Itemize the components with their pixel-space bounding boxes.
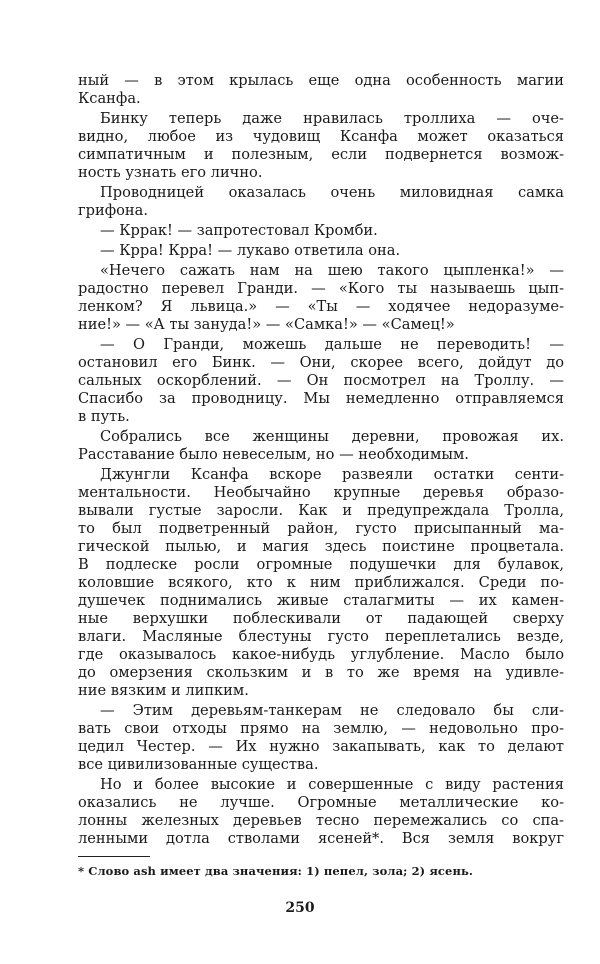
paragraph (78, 184, 564, 220)
text-line: сальных оскорблений. — Он посмотрел на Троллу. — (78, 372, 564, 389)
text-line: в путь. (78, 408, 130, 425)
paragraph (78, 72, 564, 108)
text-line: Спасибо за проводницу. Мы немедленно отправляемся (78, 390, 564, 407)
paragraph (78, 242, 564, 260)
text-line: ние вязким и липким. (78, 682, 249, 699)
text-line: все цивилизованные существа. (78, 756, 319, 773)
text-line: Ксанфа. (78, 90, 141, 107)
text-line: — О Гранди, можешь дальше не переводить! — (100, 336, 564, 353)
text-line: «Нечего сажать нам на шею такого цыпленка!» — (100, 262, 564, 279)
text-line: ленными дотла стволами ясеней*. Вся земля вокруг (78, 830, 564, 847)
text-line: Собрались все женщины деревни, провожая их. (100, 428, 564, 445)
text-line: где оказывалось какое-нибудь углубление. Масло было (78, 646, 564, 663)
text-line: ментальности. Необычайно крупные деревья образо- (78, 484, 564, 501)
text-line: Бинку теперь даже нравилась троллиха — оче- (100, 110, 564, 127)
text-line: ленком? Я львица.» — «Ты — ходячее недоразуме- (78, 298, 564, 315)
paragraph (78, 428, 564, 464)
text-line: ный — в этом крылась еще одна особенность магии (78, 72, 564, 89)
text-line: — Этим деревьям-танкерам не следовало бы сли- (100, 702, 564, 719)
footnote-rule (78, 856, 150, 857)
text-line: Но и более высокие и совершенные с виду растения (100, 776, 564, 793)
text-line: оказались не лучше. Огромные металлические ко- (78, 794, 564, 811)
text-line: ные верхушки поблескивали от падающей сверху (78, 610, 564, 627)
text-line: Джунгли Ксанфа вскоре развеяли остатки сенти- (100, 466, 564, 483)
text-line: остановил его Бинк. — Они, скорее всего, дойдут до (78, 354, 564, 371)
text-line: — Кррак! — запротестовал Кромби. (100, 222, 378, 239)
text-line: Расставание было невеселым, но — необходимым. (78, 446, 469, 463)
paragraph (78, 336, 564, 426)
footnote: * Слово ash имеет два значения: 1) пепел, зола; 2) ясень. (78, 864, 473, 878)
text-line: то был подветренный район, густо присыпанный ма- (78, 520, 564, 537)
text-line: ние!» — «А ты зануда!» — «Самка!» — «Самец!» (78, 316, 455, 333)
text-line: видно, любое из чудовищ Ксанфа может оказаться (78, 128, 564, 145)
text-line: вывали густые заросли. Как и предупреждала Тролла, (78, 502, 564, 519)
text-line: ность узнать его лично. (78, 164, 263, 181)
text-line: влаги. Масляные блестуны густо переплетались везде, (78, 628, 564, 645)
paragraph (78, 222, 564, 240)
text-line: душечек поднимались живые сталагмиты — их камен- (78, 592, 564, 609)
text-line: цедил Честер. — Их нужно закапывать, как то делают (78, 738, 564, 755)
text-line: вать свои отходы прямо на землю, — недовольно про- (78, 720, 564, 737)
text-line: до омерзения скользким и в то же время на удивле- (78, 664, 564, 681)
text-line: коловшие всякого, кто к ним приближался. Среди по- (78, 574, 564, 591)
body-text (78, 72, 564, 848)
paragraph (78, 262, 564, 334)
text-line: гической пылью, и магия здесь поистине процветала. (78, 538, 564, 555)
paragraph (78, 776, 564, 848)
text-line: — Крра! Крра! — лукаво ответила она. (100, 242, 401, 259)
text-line: В подлеске росли огромные подушечки для булавок, (78, 556, 564, 573)
text-line: грифона. (78, 202, 148, 219)
text-line: Проводницей оказалась очень миловидная самка (100, 184, 564, 201)
text-line: радостно перевел Гранди. — «Кого ты называешь цып- (78, 280, 564, 297)
paragraph (78, 466, 564, 700)
paragraph (78, 702, 564, 774)
paragraph (78, 110, 564, 182)
text-line: симпатичным и полезным, если подвернется возмож- (78, 146, 564, 163)
text-line: лонны железных деревьев тесно перемежались со спа- (78, 812, 564, 829)
page-number: 250 (285, 900, 315, 916)
